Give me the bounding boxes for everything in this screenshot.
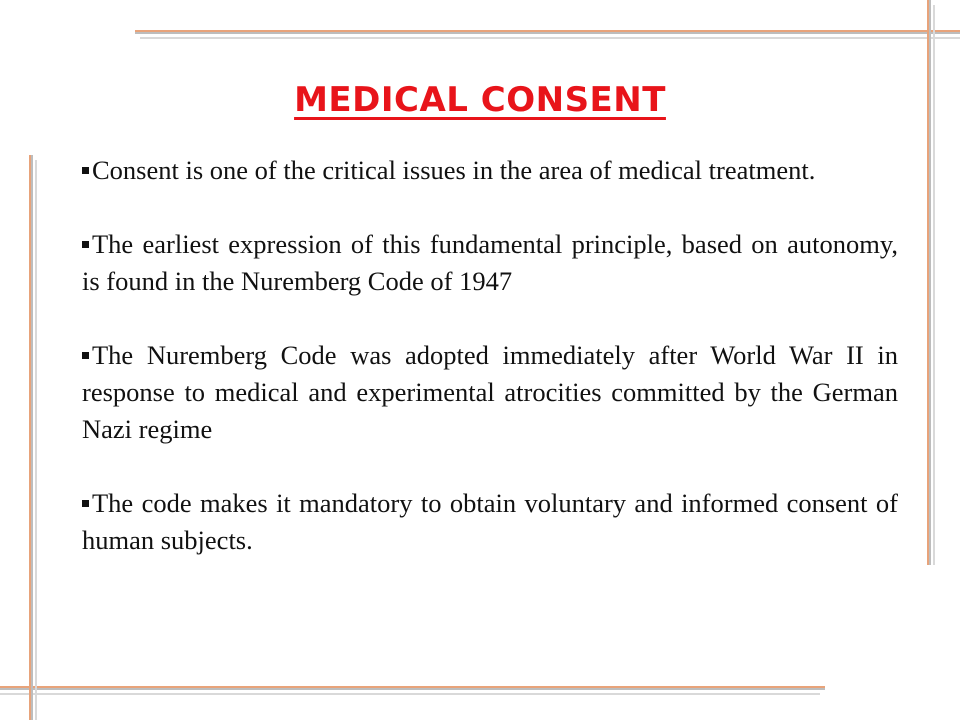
slide-title-container [0,80,960,120]
bullet-text: The Nuremberg Code was adopted immediately after World War II in response to medical and experimental atrocities committed by the German Nazi regime [82,340,898,444]
square-bullet-icon [82,352,89,359]
frame-top-shadow-line [140,37,960,39]
frame-top-line [135,30,960,34]
bullet-item [82,337,898,448]
frame-left-shadow-line [35,160,37,720]
square-bullet-icon [82,167,89,174]
bullet-text: The earliest expression of this fundamental principle, based on autonomy, is found in the Nuremberg Code of 1947 [82,229,898,296]
bullet-text: The code makes it mandatory to obtain voluntary and informed consent of human subjects. [82,488,898,555]
bullet-item [82,226,898,300]
frame-left-line [29,155,33,720]
bullet-item [82,485,898,559]
frame-bottom-line [0,686,825,690]
bullet-list [82,152,898,559]
bullet-item [82,152,898,189]
square-bullet-icon [82,500,89,507]
slide-title: MEDICAL CONSENT [294,80,666,120]
frame-bottom-shadow-line [0,693,820,695]
square-bullet-icon [82,241,89,248]
bullet-text: Consent is one of the critical issues in the area of medical treatment. [92,155,816,185]
